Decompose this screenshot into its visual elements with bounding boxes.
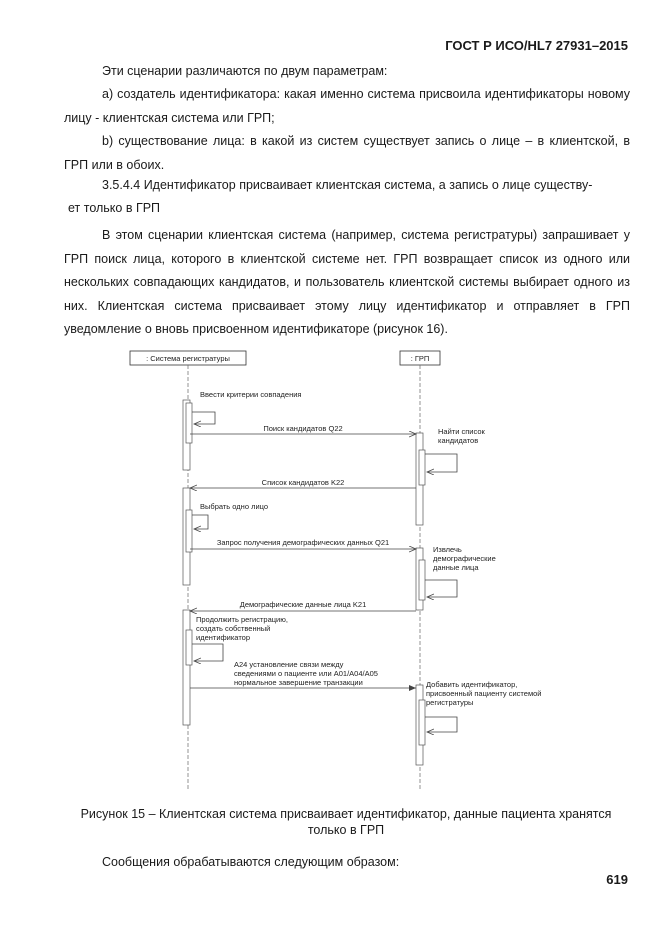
activation-bar — [419, 560, 425, 600]
activation-bar — [186, 403, 192, 443]
svg-text:Ввести критерии совпадения: Ввести критерии совпадения — [200, 390, 302, 399]
section-heading-continuation: ет только в ГРП — [68, 201, 161, 215]
standard-header: ГОСТ Р ИСО/HL7 27931–2015 — [445, 38, 628, 53]
item-b-paragraph: b) существование лица: в какой из систем существует запись о лице – в клиентской, в ГРП или в обоих. — [64, 134, 630, 172]
message-a24-link — [190, 660, 416, 688]
sequence-diagram — [120, 345, 580, 795]
figure-caption-line2: только в ГРП — [307, 823, 385, 837]
svg-text:присвоенный пациенту системой: присвоенный пациенту системой — [426, 689, 542, 698]
svg-text:Поиск кандидатов Q22: Поиск кандидатов Q22 — [263, 424, 343, 433]
activation-bar — [419, 700, 425, 745]
svg-text:Выбрать одно лицо: Выбрать одно лицо — [200, 502, 269, 511]
svg-text:Запрос получения демографическ: Запрос получения демографических данных Q21 — [216, 538, 390, 547]
lifeline-head-registry — [130, 351, 246, 365]
svg-text:сведениями о пациенте или A01/: сведениями о пациенте или A01/A04/A05 — [234, 669, 378, 678]
self-message-find-candidates — [425, 427, 485, 472]
message-candidate-list — [190, 478, 416, 488]
intro-paragraph: Эти сценарии различаются по двум параметрам: — [102, 64, 388, 78]
message-search-candidates — [190, 424, 416, 434]
page-number: 619 — [606, 872, 628, 887]
self-message-enter-criteria — [192, 390, 302, 424]
svg-text:Продолжить регистрацию,: Продолжить регистрацию, — [196, 615, 288, 624]
message-demographics-query — [190, 538, 416, 549]
message-demographics-data — [190, 600, 416, 611]
svg-text:нормальное завершение транзакц: нормальное завершение транзакции — [234, 678, 363, 687]
self-message-add-identifier — [425, 680, 541, 732]
svg-text:A24 установление связи между: A24 установление связи между — [234, 660, 344, 669]
self-message-select-person — [192, 502, 268, 529]
svg-text:кандидатов: кандидатов — [438, 436, 479, 445]
svg-text:Добавить идентификатор,: Добавить идентификатор, — [426, 680, 518, 689]
figure-caption — [60, 806, 632, 838]
svg-text:Найти список: Найти список — [438, 427, 485, 436]
section-heading: 3.5.4.4 Идентификатор присваивает клиентская система, а запись о лице существу- — [102, 178, 593, 192]
activation-bar — [419, 450, 425, 485]
svg-text:регистратуры: регистратуры — [426, 698, 474, 707]
lifeline-grp-label: : ГРП — [410, 354, 430, 363]
svg-text:Демографические данные лица K2: Демографические данные лица K21 — [239, 600, 367, 609]
svg-text:Извлечь: Извлечь — [433, 545, 462, 554]
svg-text:Список кандидатов K22: Список кандидатов K22 — [261, 478, 345, 487]
self-message-extract-demographics — [425, 545, 496, 597]
item-a-paragraph: а) создатель идентификатора: какая именно система присвоила идентификаторы новому лицу - клиентская система или ГРП; — [64, 87, 630, 125]
lifeline-head-grp — [400, 351, 440, 365]
activation-bar — [183, 610, 190, 725]
svg-text:демографические: демографические — [433, 554, 496, 563]
activation-bar — [186, 630, 192, 665]
svg-text:данные лица: данные лица — [433, 563, 479, 572]
self-message-continue-registration — [192, 615, 288, 661]
lifeline-registry-label: : Система регистратуры — [146, 354, 230, 363]
figure-caption-line1: Рисунок 15 – Клиентская система присваивает идентификатор, данные пациента хранятся — [80, 807, 612, 821]
activation-bar — [186, 510, 192, 552]
scenario-paragraph: В этом сценарии клиентская система (например, система регистратуры) запрашивает у ГРП поиск лица, которого в клиентской системе нет. ГРП возвращает список из одного или нескольких совпадающих кандидатов, и пользователь клиентской системы выбирает одного из них. Клиентская система присваивает этому лицу идентификатор и отправляет в ГРП уведомление о вновь присвоенном идентификаторе (рисунок 16). — [64, 228, 630, 336]
svg-text:идентификатор: идентификатор — [196, 633, 251, 642]
closing-paragraph: Сообщения обрабатываются следующим образом: — [102, 855, 400, 869]
svg-text:создать собственный: создать собственный — [196, 624, 271, 633]
